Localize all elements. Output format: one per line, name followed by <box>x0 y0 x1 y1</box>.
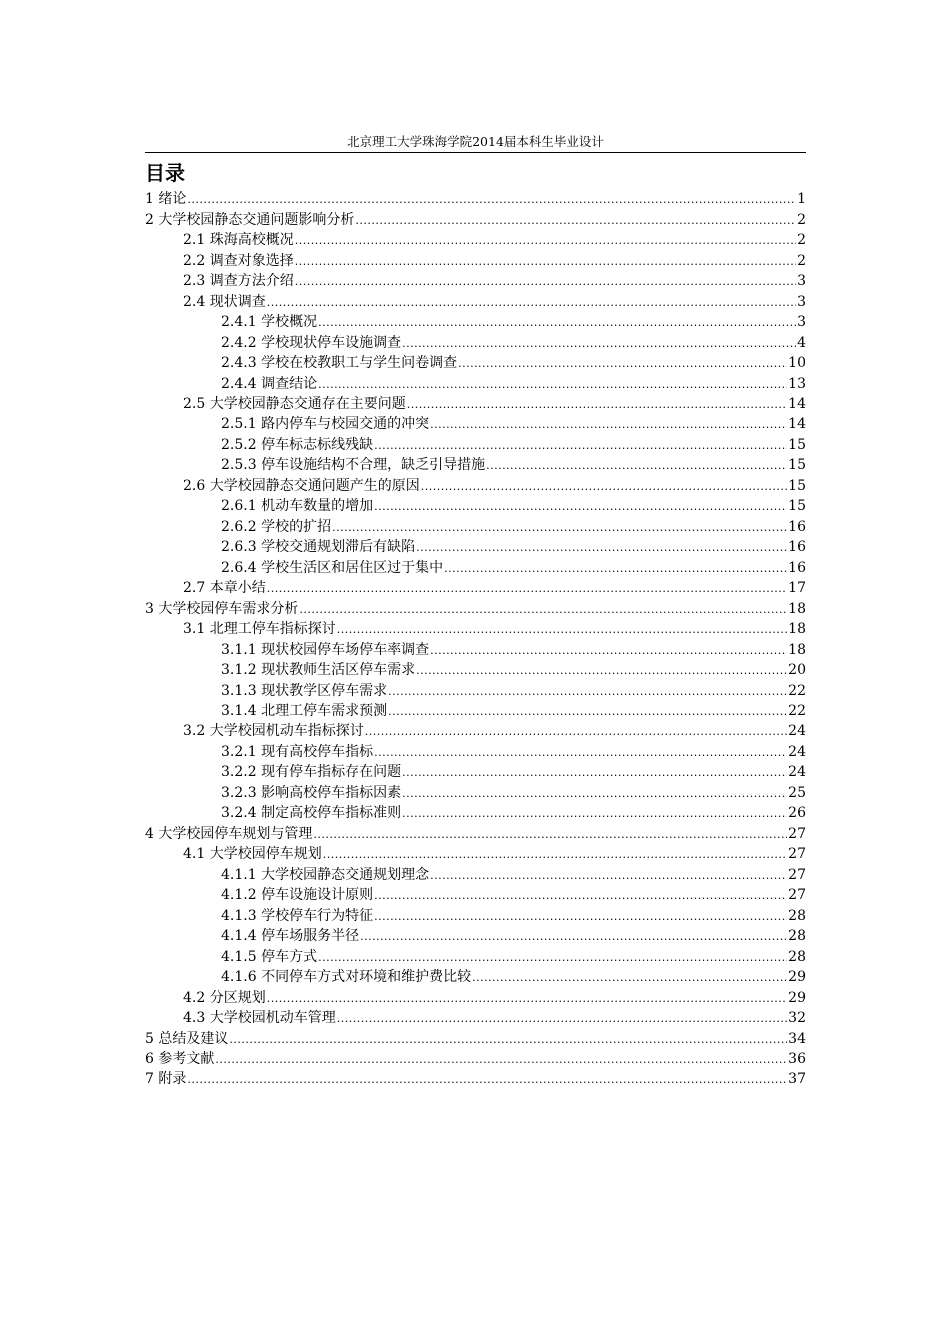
toc-entry-page: 2 <box>797 211 806 228</box>
toc-entry[interactable] <box>145 742 806 762</box>
toc-leader-dots <box>323 845 787 865</box>
toc-entry-title: 2.4.3 学校在校教职工与学生问卷调查 <box>221 355 458 372</box>
toc-entry-title: 2.4.4 调查结论 <box>221 375 318 392</box>
toc-entry[interactable] <box>145 1069 806 1089</box>
toc-leader-dots <box>295 272 796 292</box>
toc-entry[interactable] <box>145 865 806 885</box>
toc-entry-title: 2.5.2 停车标志标线残缺 <box>221 436 374 453</box>
toc-leader-dots <box>267 293 796 313</box>
toc-entry[interactable] <box>145 476 806 496</box>
toc-entry-title: 3.2.1 现有高校停车指标 <box>221 743 374 760</box>
toc-entry-page: 27 <box>788 825 806 842</box>
toc-entry-title: 3.1.4 北理工停车需求预测 <box>221 703 388 720</box>
toc-entry-page: 18 <box>788 641 806 658</box>
table-of-contents <box>145 189 806 1090</box>
toc-leader-dots <box>215 1050 787 1070</box>
toc-entry-page: 4 <box>797 334 806 351</box>
toc-entry-title: 2.5.3 停车设施结构不合理，缺乏引导措施 <box>221 457 486 474</box>
toc-entry-page: 37 <box>788 1071 806 1088</box>
toc-entry-page: 17 <box>788 580 806 597</box>
toc-entry-page: 3 <box>797 293 806 310</box>
toc-entry-title: 2.4.1 学校概况 <box>221 314 318 331</box>
toc-entry-title: 2.5.1 路内停车与校园交通的冲突 <box>221 416 430 433</box>
toc-leader-dots <box>318 375 787 395</box>
toc-entry-title: 2.3 调查方法介绍 <box>183 273 294 290</box>
toc-entry[interactable] <box>145 762 806 782</box>
toc-entry-title: 2 大学校园静态交通问题影响分析 <box>145 211 355 228</box>
toc-entry-title: 3.2.3 影响高校停车指标因素 <box>221 784 402 801</box>
toc-entry[interactable] <box>145 967 806 987</box>
toc-entry-page: 27 <box>788 846 806 863</box>
toc-leader-dots <box>374 497 787 517</box>
toc-entry[interactable] <box>145 926 806 946</box>
toc-leader-dots <box>229 1030 787 1050</box>
toc-entry[interactable] <box>145 681 806 701</box>
toc-leader-dots <box>318 313 796 333</box>
toc-entry-page: 16 <box>788 559 806 576</box>
toc-entry[interactable] <box>145 230 806 250</box>
toc-leader-dots <box>430 866 787 886</box>
toc-leader-dots <box>444 559 787 579</box>
toc-entry-title: 7 附录 <box>145 1071 187 1088</box>
toc-title: 目录 <box>145 161 185 185</box>
toc-leader-dots <box>332 518 787 538</box>
toc-entry-page: 28 <box>788 948 806 965</box>
toc-entry[interactable] <box>145 1029 806 1049</box>
toc-entry-title: 4.1.1 大学校园静态交通规划理念 <box>221 866 430 883</box>
toc-leader-dots <box>430 415 787 435</box>
toc-entry-page: 36 <box>788 1050 806 1067</box>
toc-leader-dots <box>416 661 787 681</box>
toc-entry[interactable] <box>145 435 806 455</box>
toc-leader-dots <box>472 968 787 988</box>
toc-entry[interactable] <box>145 333 806 353</box>
toc-entry-page: 27 <box>788 887 806 904</box>
toc-leader-dots <box>430 641 787 661</box>
toc-entry-title: 4.1.3 学校停车行为特征 <box>221 907 374 924</box>
toc-leader-dots <box>295 252 796 272</box>
toc-entry[interactable] <box>145 619 806 639</box>
toc-entry-title: 6 参考文献 <box>145 1050 215 1067</box>
toc-entry[interactable] <box>145 844 806 864</box>
toc-entry-title: 4.1.6 不同停车方式对环境和维护费比较 <box>221 969 472 986</box>
toc-leader-dots <box>337 620 787 640</box>
toc-entry[interactable] <box>145 210 806 230</box>
toc-entry-page: 10 <box>788 355 806 372</box>
toc-leader-dots <box>374 907 787 927</box>
toc-entry-title: 3.1.3 现状教学区停车需求 <box>221 682 388 699</box>
toc-entry-page: 1 <box>797 191 806 208</box>
toc-leader-dots <box>458 354 787 374</box>
toc-leader-dots <box>355 211 796 231</box>
toc-entry[interactable] <box>145 885 806 905</box>
toc-entry-title: 4.1.2 停车设施设计原则 <box>221 887 374 904</box>
toc-entry-page: 20 <box>788 662 806 679</box>
toc-leader-dots <box>318 948 787 968</box>
toc-leader-dots <box>365 722 787 742</box>
toc-entry-page: 2 <box>797 232 806 249</box>
toc-entry-page: 29 <box>788 989 806 1006</box>
toc-leader-dots <box>402 784 787 804</box>
toc-leader-dots <box>267 989 787 1009</box>
toc-entry-title: 4.1.5 停车方式 <box>221 948 318 965</box>
toc-entry-title: 3.2 大学校园机动车指标探讨 <box>183 723 364 740</box>
toc-entry-page: 16 <box>788 539 806 556</box>
toc-entry[interactable] <box>145 394 806 414</box>
toc-entry-title: 4 大学校园停车规划与管理 <box>145 825 313 842</box>
toc-entry[interactable] <box>145 906 806 926</box>
toc-entry-title: 4.1 大学校园停车规划 <box>183 846 322 863</box>
toc-entry-page: 25 <box>788 784 806 801</box>
toc-leader-dots <box>402 763 787 783</box>
toc-entry-title: 2.6.3 学校交通规划滞后有缺陷 <box>221 539 416 556</box>
toc-entry[interactable] <box>145 1049 806 1069</box>
toc-entry[interactable] <box>145 558 806 578</box>
toc-entry-title: 2.6.2 学校的扩招 <box>221 518 332 535</box>
toc-entry-title: 2.7 本章小结 <box>183 580 266 597</box>
toc-entry[interactable] <box>145 1008 806 1028</box>
toc-leader-dots <box>299 600 787 620</box>
toc-leader-dots <box>360 927 787 947</box>
toc-leader-dots <box>486 456 787 476</box>
toc-entry-title: 3.2.2 现有停车指标存在问题 <box>221 764 402 781</box>
toc-leader-dots <box>402 334 796 354</box>
toc-entry-page: 15 <box>788 498 806 515</box>
toc-leader-dots <box>295 231 796 251</box>
toc-leader-dots <box>374 743 787 763</box>
toc-entry-page: 2 <box>797 252 806 269</box>
toc-entry-page: 28 <box>788 928 806 945</box>
toc-entry-title: 1 绪论 <box>145 191 187 208</box>
toc-entry-title: 4.1.4 停车场服务半径 <box>221 928 360 945</box>
toc-entry-title: 3.1.1 现状校园停车场停车率调查 <box>221 641 430 658</box>
toc-entry-page: 27 <box>788 866 806 883</box>
toc-entry[interactable] <box>145 251 806 271</box>
toc-entry[interactable] <box>145 947 806 967</box>
toc-entry-title: 2.5 大学校园静态交通存在主要问题 <box>183 395 406 412</box>
toc-entry-title: 2.2 调查对象选择 <box>183 252 294 269</box>
toc-entry-page: 24 <box>788 743 806 760</box>
toc-entry-title: 2.4.2 学校现状停车设施调查 <box>221 334 402 351</box>
toc-entry[interactable] <box>145 578 806 598</box>
toc-entry-page: 16 <box>788 518 806 535</box>
toc-entry-title: 2.6.4 学校生活区和居住区过于集中 <box>221 559 444 576</box>
toc-entry-page: 3 <box>797 273 806 290</box>
header-divider <box>145 152 806 153</box>
toc-entry-title: 4.2 分区规划 <box>183 989 266 1006</box>
toc-entry-title: 2.6.1 机动车数量的增加 <box>221 498 374 515</box>
toc-entry[interactable] <box>145 640 806 660</box>
toc-entry[interactable] <box>145 517 806 537</box>
toc-entry[interactable] <box>145 496 806 516</box>
toc-entry-page: 3 <box>797 314 806 331</box>
toc-entry[interactable] <box>145 455 806 475</box>
toc-entry[interactable] <box>145 353 806 373</box>
toc-entry-page: 29 <box>788 969 806 986</box>
toc-entry-page: 26 <box>788 805 806 822</box>
toc-entry-title: 5 总结及建议 <box>145 1030 229 1047</box>
toc-entry-page: 14 <box>788 395 806 412</box>
toc-entry[interactable] <box>145 599 806 619</box>
toc-entry-title: 3.2.4 制定高校停车指标准则 <box>221 805 402 822</box>
toc-entry[interactable] <box>145 988 806 1008</box>
toc-entry[interactable] <box>145 271 806 291</box>
toc-entry-page: 13 <box>788 375 806 392</box>
toc-leader-dots <box>416 538 787 558</box>
toc-leader-dots <box>402 804 787 824</box>
toc-entry-title: 3.1.2 现状教师生活区停车需求 <box>221 662 416 679</box>
toc-leader-dots <box>374 436 787 456</box>
toc-entry-page: 22 <box>788 682 806 699</box>
toc-entry-title: 3 大学校园停车需求分析 <box>145 600 299 617</box>
toc-entry-page: 28 <box>788 907 806 924</box>
toc-entry[interactable] <box>145 803 806 823</box>
toc-entry-title: 2.6 大学校园静态交通问题产生的原因 <box>183 477 420 494</box>
toc-entry-page: 18 <box>788 621 806 638</box>
toc-leader-dots <box>187 190 796 210</box>
toc-entry[interactable] <box>145 374 806 394</box>
page-header: 北京理工大学珠海学院2014届本科生毕业设计 <box>347 134 604 149</box>
toc-entry-page: 18 <box>788 600 806 617</box>
toc-entry[interactable] <box>145 701 806 721</box>
toc-entry-page: 24 <box>788 723 806 740</box>
toc-leader-dots <box>407 395 787 415</box>
toc-entry-page: 24 <box>788 764 806 781</box>
toc-entry-page: 32 <box>788 1010 806 1027</box>
toc-entry[interactable] <box>145 783 806 803</box>
toc-leader-dots <box>187 1070 787 1090</box>
toc-entry[interactable] <box>145 660 806 680</box>
toc-leader-dots <box>388 702 787 722</box>
toc-entry-title: 3.1 北理工停车指标探讨 <box>183 621 336 638</box>
toc-leader-dots <box>421 477 787 497</box>
toc-entry[interactable] <box>145 721 806 741</box>
toc-entry-page: 15 <box>788 436 806 453</box>
toc-entry-title: 2.4 现状调查 <box>183 293 266 310</box>
toc-leader-dots <box>337 1009 787 1029</box>
toc-leader-dots <box>374 886 787 906</box>
toc-entry[interactable] <box>145 824 806 844</box>
toc-leader-dots <box>267 579 787 599</box>
toc-entry[interactable] <box>145 537 806 557</box>
toc-entry[interactable] <box>145 292 806 312</box>
toc-entry-page: 15 <box>788 477 806 494</box>
toc-entry-title: 2.1 珠海高校概况 <box>183 232 294 249</box>
toc-entry[interactable] <box>145 189 806 209</box>
toc-entry[interactable] <box>145 312 806 332</box>
toc-entry-page: 15 <box>788 457 806 474</box>
toc-entry-page: 34 <box>788 1030 806 1047</box>
toc-entry-title: 4.3 大学校园机动车管理 <box>183 1010 336 1027</box>
toc-leader-dots <box>313 825 787 845</box>
toc-entry-page: 22 <box>788 703 806 720</box>
toc-entry-page: 14 <box>788 416 806 433</box>
toc-leader-dots <box>388 682 787 702</box>
toc-entry[interactable] <box>145 414 806 434</box>
